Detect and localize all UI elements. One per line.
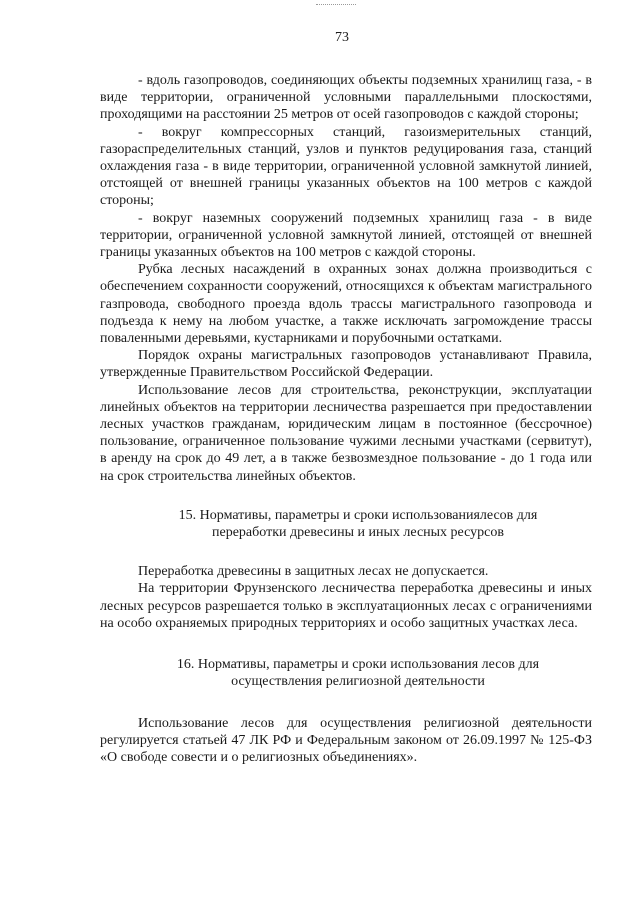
section-15-paragraph-1: Переработка древесины в защитных лесах не допускается.	[138, 564, 489, 580]
paragraph-surface-structures: - вокруг наземных сооружений подземных хранилищ газа - в виде территории, ограниченной условной замкнутой линией, отстоящей от внешней границы указанных объектов на 100 метров с каждой стороны.	[100, 210, 592, 261]
section-15-heading-line-2: переработки древесины и иных лесных ресурсов	[212, 525, 504, 541]
paragraph-felling-in-zones: Рубка лесных насаждений в охранных зонах должна производиться с обеспечением сохранности сооружений, относящихся к объектам магистрального газпровода, свободного проезда вдоль трассы магистрального газопровода и подъезда к нему на любом участке, а также исключать загромождение трассы поваленными деревьями, кустарниками и порубочными остатками.	[100, 262, 592, 347]
section-15-paragraph-2: На территории Фрунзенского лесничества переработка древесины и иных лесных ресурсов разрешается только в эксплуатационных лесах с ограничениями на особо охраняемых природных территориях и особо защитных участках леса.	[100, 581, 592, 631]
paragraph-compressor-stations: - вокруг компрессорных станций, газоизмерительных станций, газораспределительных станций, узлов и пунктов редуцирования газа, станций охлаждения газа - в виде территории, ограниченной условной замкнутой линией, отстоящей от внешней границы указанных объектов на 100 метров с каждой стороны;	[100, 124, 592, 209]
section-16-paragraph-1: Использование лесов для осуществления религиозной деятельности регулируется статьей 47 ЛК РФ и Федеральным законом от 26.09.1997 № 125-ФЗ «О свободе совести и о религиозных объединениях».	[100, 715, 592, 765]
paragraph-protection-order: Порядок охраны магистральных газопроводов устанавливают Правила, утвержденные Правительством Российской Федерации.	[100, 348, 592, 381]
section-16-heading-line-1: 16. Нормативы, параметры и сроки использования лесов для	[176, 657, 540, 673]
scan-artifact-mark	[316, 4, 356, 7]
section-15-heading-line-1: 15. Нормативы, параметры и сроки использованиялесов для	[178, 507, 538, 523]
paragraph-linear-objects: Использование лесов для строительства, реконструкции, эксплуатации линейных объектов на территории лесничества разрешается при предоставлении лесных участков гражданам, юридическим лицам в постоянное (бессрочное) пользование, ограниченное пользование чужими лесными участками (сервитут), в аренду на срок до 49 лет, а в также безвозмездное пользование - до 1 года или на срок строительства линейных объектов.	[100, 382, 592, 484]
paragraph-gas-pipelines: - вдоль газопроводов, соединяющих объекты подземных хранилищ газа, - в виде территории, ограниченной условными параллельными плоскостями, проходящими на расстоянии 25 метров от осей газопроводов с каждой стороны;	[100, 73, 592, 123]
document-body	[100, 72, 592, 766]
section-16-heading	[100, 656, 592, 690]
page-number: 73	[335, 30, 349, 45]
section-16-heading-line-2: осуществления религиозной деятельности	[231, 674, 485, 690]
section-15-heading	[100, 507, 592, 541]
